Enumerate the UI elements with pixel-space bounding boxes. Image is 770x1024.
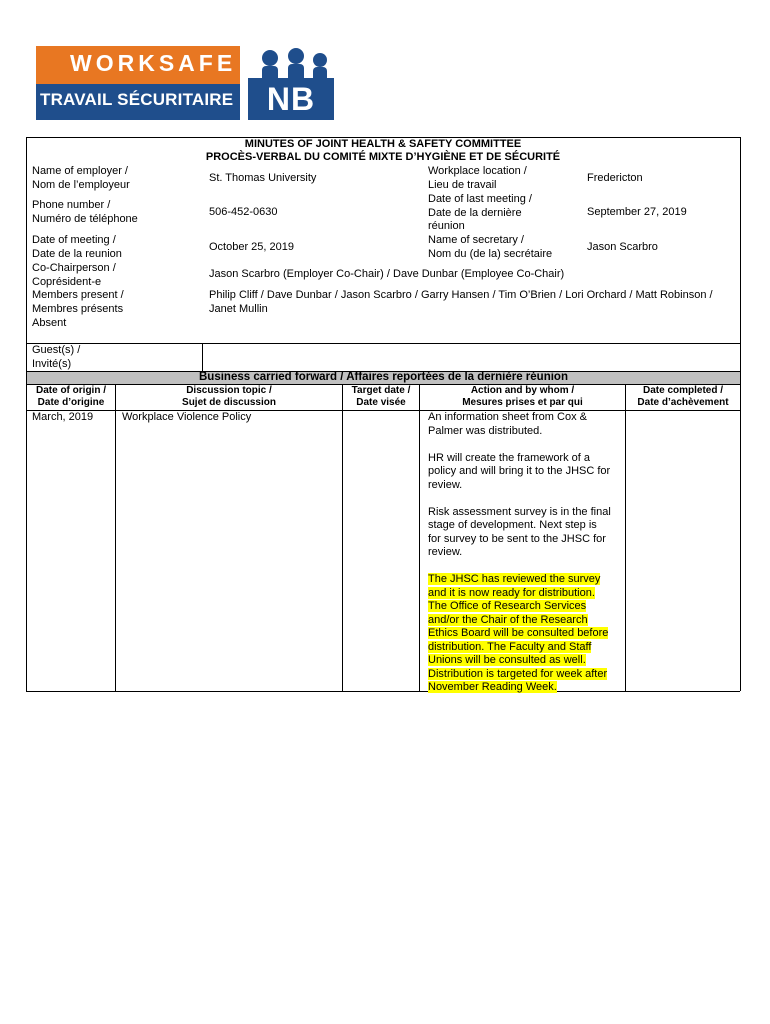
- members-value-line1: Philip Cliff / Dave Dunbar / Jason Scarbro / Garry Hansen / Tim O’Brien / Lori Orchard / Matt Robinson /: [209, 289, 713, 301]
- secretary-label: [428, 234, 583, 261]
- row-topic: Workplace Violence Policy: [122, 411, 252, 423]
- members-label: [32, 289, 202, 316]
- meeting-date-label-en: Date of meeting /: [32, 234, 116, 246]
- action-2-line-2: policy and will bring it to the JHSC for: [428, 465, 611, 477]
- logo-nb-badge: NB: [248, 78, 334, 120]
- phone-label-fr: Numéro de téléphone: [32, 212, 138, 225]
- col-header-action: [420, 385, 625, 409]
- action-4-line-8: Distribution is targeted for week after: [428, 667, 608, 680]
- guests-label: [32, 344, 200, 371]
- employer-label-fr: Nom de l’employeur: [32, 178, 130, 191]
- members-value: [209, 289, 738, 316]
- action-4-line-4: and/or the Chair of the Research: [428, 613, 588, 626]
- guests-label-fr: Invité(s): [32, 357, 72, 370]
- row-date-origin: March, 2019: [32, 411, 94, 423]
- action-3-line-2: stage of development. Next step is: [428, 519, 597, 531]
- employer-label-en: Name of employer /: [32, 165, 128, 177]
- last-meeting-label-fr-2: réunion: [428, 220, 465, 232]
- action-paragraph-2: [428, 452, 624, 493]
- business-section-title: Business carried forward / Affaires reportées de la dernière réunion: [199, 371, 568, 383]
- cochair-label: [32, 262, 202, 289]
- col-header-date-completed-en: Date completed /: [642, 385, 724, 396]
- col-header-date-completed: [626, 385, 740, 409]
- employer-value: St. Thomas University: [209, 172, 317, 184]
- col-header-action-en: Action and by whom /: [470, 385, 575, 396]
- phone-label: [32, 199, 202, 226]
- col-header-date-origin-fr: Date d’origine: [37, 397, 105, 408]
- col-header-target-date-en: Target date /: [351, 385, 411, 396]
- worksafe-nb-logo: [36, 46, 334, 120]
- action-2-line-1: HR will create the framework of a: [428, 451, 590, 464]
- location-label-en: Workplace location /: [428, 165, 527, 177]
- last-meeting-label: [428, 193, 578, 234]
- table-right-border: [740, 137, 741, 691]
- phone-label-en: Phone number /: [32, 199, 111, 211]
- last-meeting-label-en: Date of last meeting /: [428, 193, 532, 205]
- phone-value: 506-452-0630: [209, 206, 278, 218]
- action-1-line-1: An information sheet from Cox &: [428, 411, 587, 423]
- action-4-line-9: November Reading Week.: [428, 681, 557, 693]
- col-header-date-origin-en: Date of origin /: [36, 385, 106, 396]
- table-left-border: [26, 137, 27, 691]
- form-title-fr: PROCÈS-VERBAL DU COMITÉ MIXTE D’HYGIÈNE ET DE SÉCURITÉ: [205, 151, 561, 163]
- last-meeting-value: September 27, 2019: [587, 206, 687, 218]
- action-3-line-1: Risk assessment survey is in the final: [428, 505, 611, 518]
- col-header-target-date-fr: Date visée: [356, 397, 406, 408]
- action-3-line-3: for survey to be sent to the JHSC for: [428, 532, 606, 545]
- cochair-label-en: Co-Chairperson /: [32, 262, 116, 274]
- cochair-label-fr: Coprésident-e: [32, 275, 102, 288]
- secretary-label-fr: Nom du (de la) secrétaire: [428, 247, 553, 260]
- action-paragraph-1: [428, 411, 624, 438]
- meeting-date-label: [32, 234, 202, 261]
- guests-divider: [202, 343, 203, 371]
- col-header-topic: [116, 385, 342, 409]
- logo-line1: WORKSAFE: [70, 50, 237, 76]
- action-4-line-2: and it is now ready for distribution.: [428, 586, 595, 599]
- col-header-topic-en: Discussion topic /: [186, 385, 272, 396]
- action-3-line-4: review.: [428, 546, 463, 558]
- absent-label: Absent: [32, 317, 67, 329]
- meeting-date-label-fr: Date de la reunion: [32, 247, 122, 260]
- last-meeting-label-fr-1: Date de la dernière: [428, 206, 522, 219]
- secretary-value: Jason Scarbro: [587, 241, 658, 253]
- cochair-value: Jason Scarbro (Employer Co-Chair) / Dave Dunbar (Employee Co-Chair): [209, 268, 565, 280]
- action-2-line-3: review.: [428, 478, 463, 491]
- col-divider-4: [625, 384, 626, 691]
- col-header-date-origin: [27, 385, 115, 409]
- location-value: Fredericton: [587, 172, 643, 184]
- col-divider-2: [342, 384, 343, 691]
- col-header-date-completed-fr: Date d’achèvement: [637, 397, 729, 408]
- action-4-line-5: Ethics Board will be consulted before: [428, 627, 609, 639]
- secretary-label-en: Name of secretary /: [428, 234, 524, 246]
- form-title-en: MINUTES OF JOINT HEALTH & SAFETY COMMITTEE: [244, 138, 522, 150]
- location-label: [428, 165, 578, 192]
- action-paragraph-4-highlighted: [428, 573, 624, 695]
- action-4-line-7: Unions will be consulted as well.: [428, 654, 586, 666]
- meeting-date-value: October 25, 2019: [209, 241, 295, 253]
- col-header-action-fr: Mesures prises et par qui: [462, 397, 583, 408]
- members-label-en: Members present /: [32, 289, 124, 301]
- action-4-line-3: The Office of Research Services: [428, 600, 587, 612]
- action-1-line-2: Palmer was distributed.: [428, 424, 543, 437]
- action-paragraph-3: [428, 506, 624, 560]
- logo-line2: TRAVAIL SÉCURITAIRE: [40, 90, 234, 109]
- col-header-topic-fr: Sujet de discussion: [182, 397, 276, 408]
- location-label-fr: Lieu de travail: [428, 178, 497, 191]
- table-bottom-border: [26, 691, 740, 692]
- members-label-fr: Membres présents: [32, 302, 124, 315]
- guests-label-en: Guest(s) /: [32, 344, 81, 356]
- members-value-line2: Janet Mullin: [209, 302, 268, 315]
- col-header-target-date: [343, 385, 419, 409]
- employer-label: [32, 165, 202, 192]
- col-divider-1: [115, 384, 116, 691]
- action-4-line-6: distribution. The Faculty and Staff: [428, 640, 592, 653]
- col-divider-3: [419, 384, 420, 691]
- row-action: [428, 411, 624, 695]
- action-4-line-1: The JHSC has reviewed the survey: [428, 573, 601, 585]
